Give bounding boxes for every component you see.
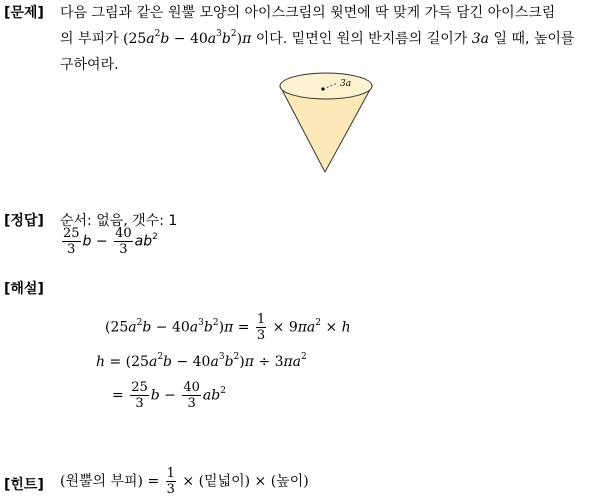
- answer-frac-1: $\frac{25}{3}$: [63, 226, 80, 257]
- radius-label: 3a: [340, 79, 352, 89]
- volume-expression: $(25a^2b - 40a^3b^2)\pi$: [123, 29, 252, 47]
- solution-line-2: $h = (25a^2b - 40a^3b^2)\pi \div 3\pi a^2$: [96, 352, 307, 370]
- problem-text: [60, 0, 588, 78]
- solution-line-1: $(25a^2b - 40a^3b^2)\pi$ = $\frac{1}{3}$ × $9\pi a^2 \times h$: [105, 312, 351, 343]
- problem-label: [문제]: [4, 5, 44, 21]
- solution-line-3: = $\frac{25}{3}$ b − $\frac{40}{3}$ $ab^2$: [112, 380, 226, 411]
- cone-figure: [276, 72, 376, 176]
- radius-value: 3a: [471, 31, 490, 47]
- answer-expression: $\frac{25}{3}$ b − $\frac{40}{3}$ $ab^2$: [63, 226, 158, 257]
- answer-frac-2: $\frac{40}{3}$: [115, 226, 132, 257]
- cone-top-ellipse: [280, 73, 372, 99]
- answer-label: [정답]: [4, 213, 44, 229]
- hint-label: [힌트]: [4, 477, 44, 493]
- answer-order-count: 순서: 없음, 갯수: 1: [60, 213, 178, 229]
- hint-formula: (원뿔의 부피) = $\frac{1}{3}$ × (밑넓이) × (높이): [60, 466, 309, 497]
- problem-line-1: 다음 그림과 같은 원뿔 모양의 아이스크림의 윗면에 딱 맞게 가득 담긴 아이스크림: [60, 5, 556, 21]
- problem-line-2: 의 부피가 $(25a^2b - 40a^3b^2)\pi$ 이다. 밑면인 원의 반지름의 길이가 3a 일 때, 높이를: [60, 29, 575, 47]
- problem-line-3: 구하여라.: [60, 57, 119, 73]
- solution-label: [해설]: [4, 281, 44, 297]
